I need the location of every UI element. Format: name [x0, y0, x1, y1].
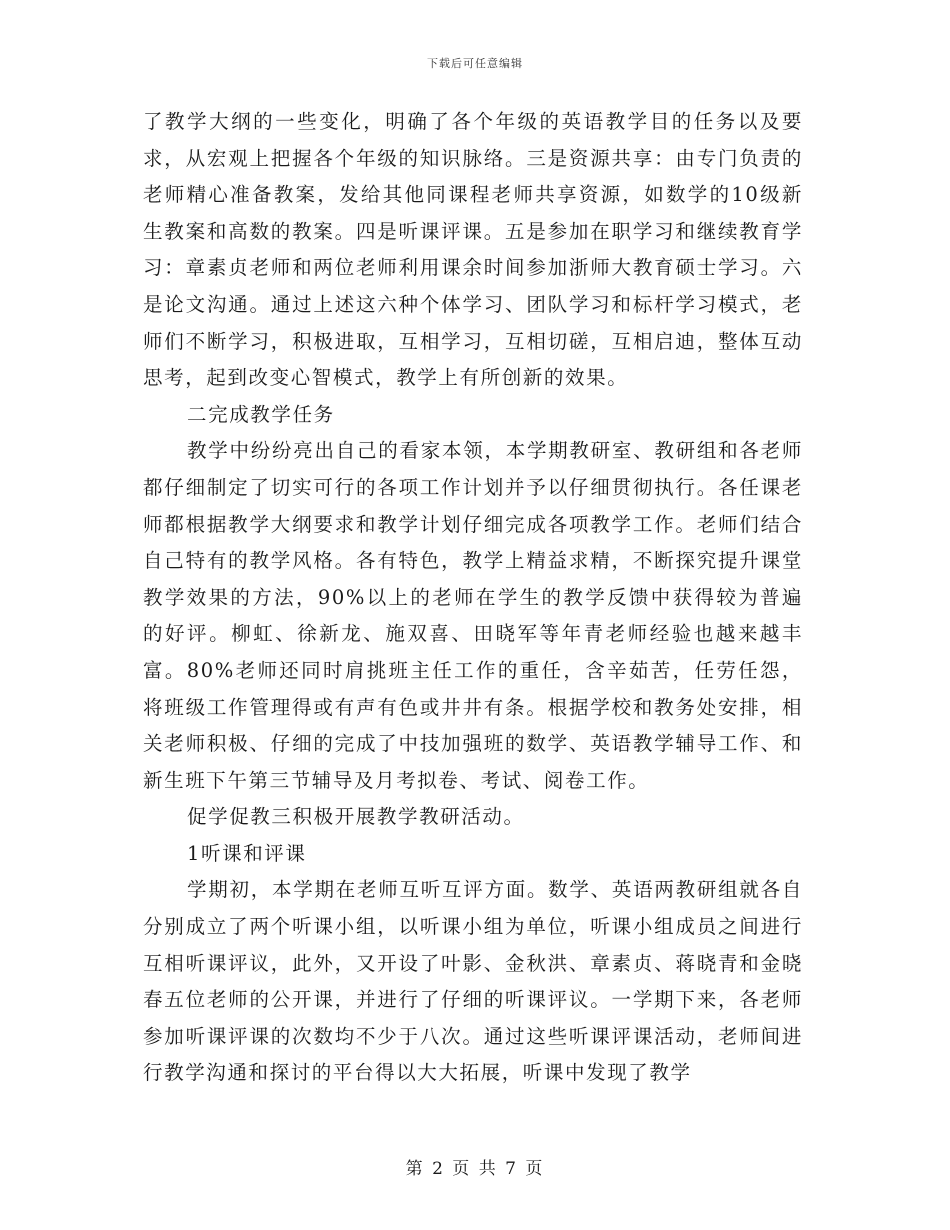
paragraph-continuation: 了教学大纲的一些变化，明确了各个年级的英语教学目的任务以及要求，从宏观上把握各个年级的知识脉络。三是资源共享：由专门负责的老师精心准备教案，发给其他同课程老师共享资源，如数学的10级新生教案和高数的教案。四是听课评课。五是参加在职学习和继续教育学习：章素贞老师和两位老师利用课余时间参加浙师大教育硕士学习。六是论文沟通。通过上述这六种个体学习、团队学习和标杆学习模式，老师们不断学习，积极进取，互相学习，互相切磋，互相启迪，整体互动思考，起到改变心智模式，教学上有所创新的效果。	[143, 110, 803, 390]
paragraph-lesson-observation: 学期初，本学期在老师互听互评方面。数学、英语两教研组就各自分别成立了两个听课小组，以听课小组为单位，听课小组成员之间进行互相听课评议，此外，又开设了叶影、金秋洪、章素贞、蒋晓青和金晓春五位老师的公开课，并进行了仔细的听课评议。一学期下来，各老师参加听课评课的次数均不少于八次。通过这些听课评课活动，老师间进行教学沟通和探讨的平台得以大大拓展，听课中发现了教学	[143, 878, 803, 1085]
section-heading-teaching-research: 促学促教三积极开展教学教研活动。	[187, 805, 525, 829]
page-number-footer: 第 2 页 共 7 页	[405, 1159, 545, 1179]
subsection-heading-lesson-observation: 1听课和评课	[187, 841, 307, 865]
section-heading-complete-teaching-tasks: 二完成教学任务	[187, 402, 335, 426]
header-note: 下载后可任意编辑	[427, 57, 523, 70]
document-body	[143, 104, 803, 1092]
paragraph-teaching-tasks: 教学中纷纷亮出自己的看家本领，本学期教研室、教研组和各老师都仔细制定了切实可行的各项工作计划并予以仔细贯彻执行。各任课老师都根据教学大纲要求和教学计划仔细完成各项教学工作。老师们结合自己特有的教学风格。各有特色，教学上精益求精，不断探究提升课堂教学效果的方法，90%以上的老师在学生的教学反馈中获得较为普遍的好评。柳虹、徐新龙、施双喜、田晓军等年青老师经验也越来越丰富。80%老师还同时肩挑班主任工作的重任，含辛茹苦，任劳任怨，将班级工作管理得或有声有色或井井有条。根据学校和教务处安排，相关老师积极、仔细的完成了中技加强班的数学、英语教学辅导工作、和新生班下午第三节辅导及月考拟卷、考试、阅卷工作。	[143, 439, 803, 792]
